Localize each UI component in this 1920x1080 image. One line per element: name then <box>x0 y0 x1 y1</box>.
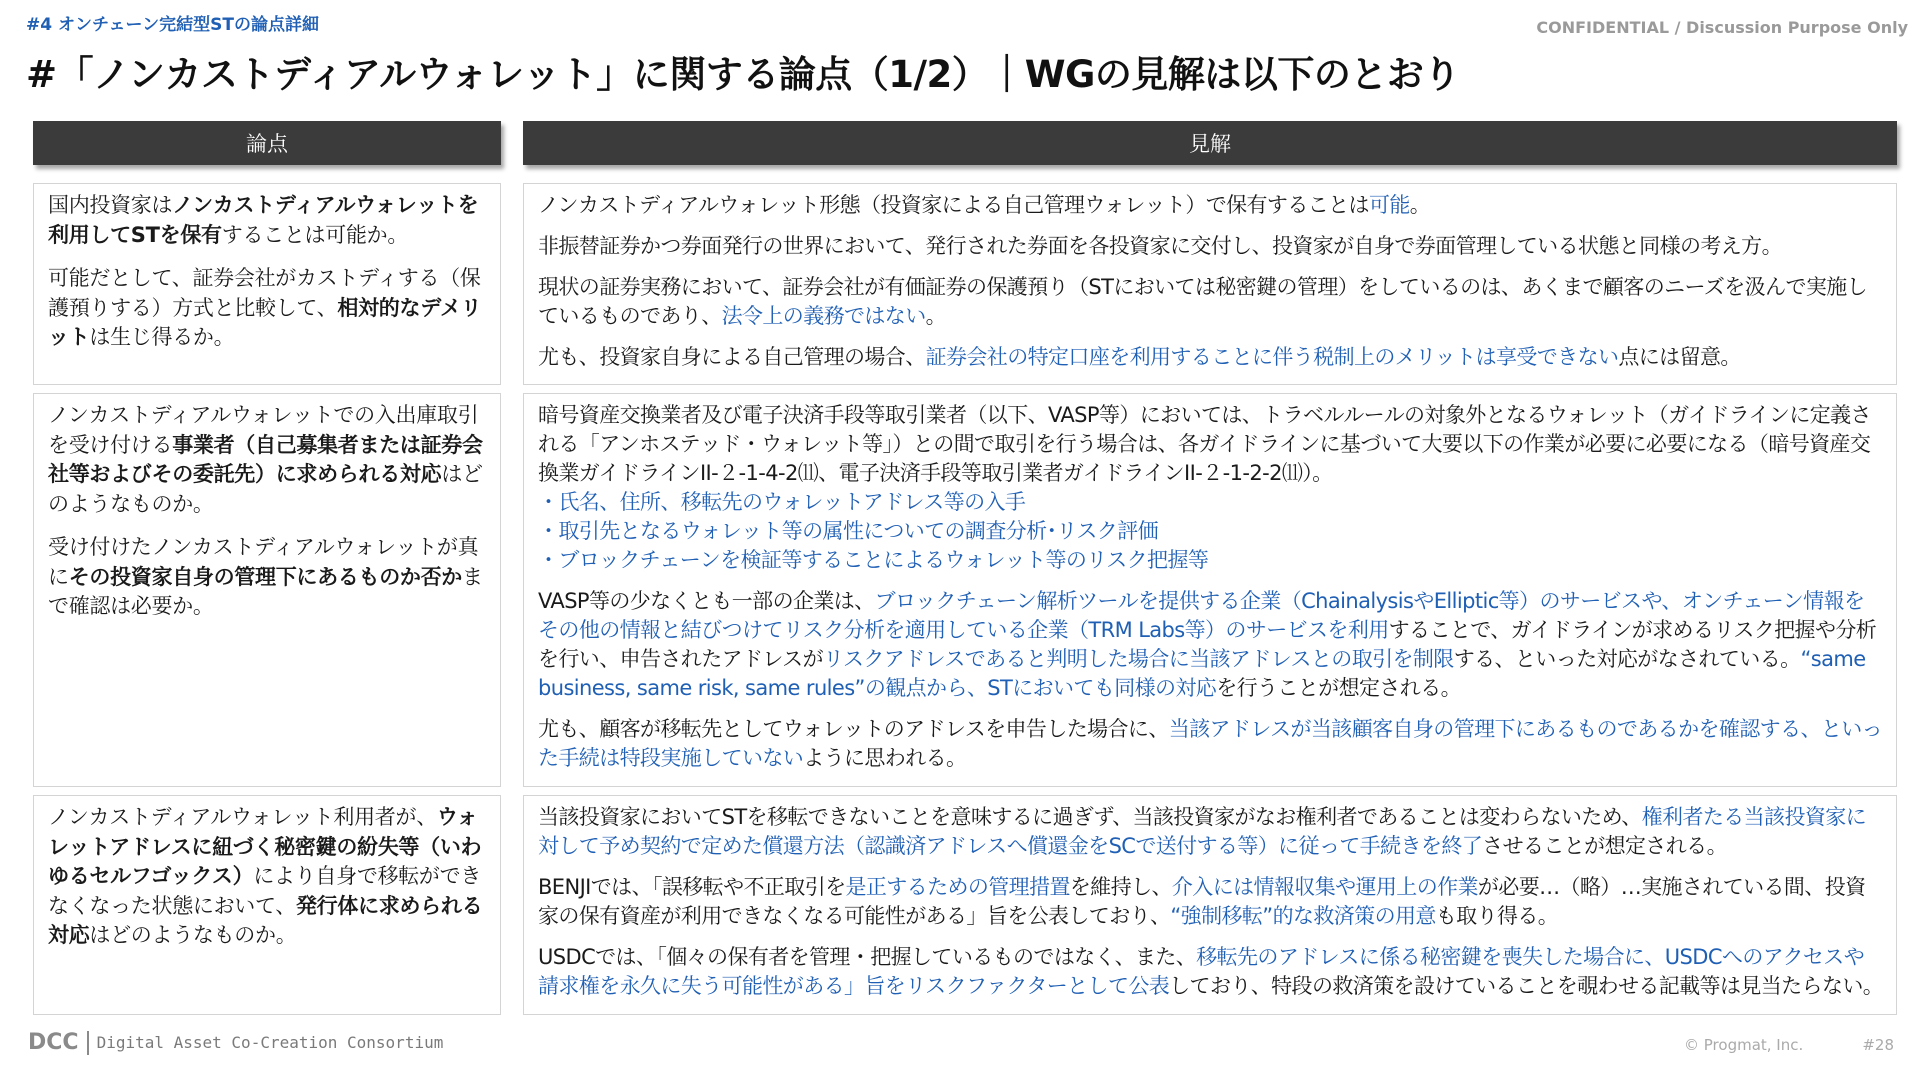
logo-divider <box>87 1031 89 1055</box>
highlighted-text: “強制移転”的な救済策の用意 <box>1170 904 1436 928</box>
highlighted-text: 介入には情報収集や運用上の作業 <box>1171 875 1478 899</box>
paragraph <box>538 715 1884 773</box>
paragraph <box>538 273 1884 331</box>
text-segment: は生じ得るか。 <box>89 325 235 349</box>
text-segment: により自身で移転ができなくなった状態において、 <box>48 864 482 918</box>
bullet-item: ・ブロックチェーンを検証等することによるウォレット等のリスク把握等 <box>538 548 1209 572</box>
view-cell-2 <box>523 393 1897 787</box>
paragraph <box>538 343 1884 372</box>
text-segment: 尤も、投資家自身による自己管理の場合、 <box>538 345 926 369</box>
text-segment: ノンカストディアルウォレットでの入出庫取引を受け付ける <box>48 403 479 457</box>
text-segment: 国内投資家は <box>48 193 173 217</box>
highlighted-text: “same business, same risk, same rules”の観点から、STにおいても同様の対応 <box>538 647 1866 700</box>
bullet-item: ・取引先となるウォレット等の属性についての調査分析･リスク評価 <box>538 519 1159 543</box>
confidential-label: CONFIDENTIAL / Discussion Purpose Only <box>1536 18 1908 37</box>
highlighted-text: 権利者たる当該投資家に対して予め契約で定めた償還方法（認識済アドレスへ償還金をSCで送付する等）に従って手続きを終了 <box>538 805 1867 858</box>
text-segment: 非振替証券かつ券面発行の世界において、発行された券面を各投資家に交付し、投資家が自身で券面管理している状態と同様の考え方。 <box>538 234 1782 258</box>
paragraph <box>48 803 486 951</box>
bold-text: 発行体に求められる対応 <box>48 893 483 947</box>
dcc-logo-mark: DCC <box>28 1030 79 1055</box>
footer-logo <box>28 1030 443 1055</box>
issue-cell-1 <box>33 183 501 385</box>
highlighted-text: 当該アドレスが当該顧客自身の管理下にあるものであるかを確認する、といった手続は特段実施していない <box>538 717 1883 770</box>
text-segment: 尤も、顧客が移転先としてウォレットのアドレスを申告した場合に、 <box>538 717 1169 741</box>
paragraph <box>48 191 486 250</box>
paragraph <box>538 232 1884 261</box>
highlighted-text: 移転先のアドレスに係る秘密鍵を喪失した場合に、USDCへのアクセスや請求権を永久に失う可能性がある」旨をリスクファクターとして公表 <box>538 945 1865 998</box>
text-segment: 暗号資産交換業者及び電子決済手段等取引業者（以下、VASP等）においては、トラベルルールの対象外となるウォレット（ガイドラインに定義される「アンホステッド・ウォレット等」）との間で取引を行う場合は、各ガイドラインに基づいて大要以下の作業が必要に必要になる（暗号資産交換業ガイドラインII-２-1-4-2⑾、電子決済手段等取引業者ガイドラインII-２-1-2-2⑾）。 <box>538 403 1871 485</box>
text-segment: はどのようなものか。 <box>48 462 483 516</box>
page-title: #「ノンカストディアルウォレット」に関する論点（1/2）｜WGの見解は以下のとおり <box>26 53 1460 96</box>
issue-cell-3 <box>33 795 501 1015</box>
bold-text: その投資家自身の管理下にあるものか否か <box>68 564 463 589</box>
text-segment: することで、ガイドラインが求めるリスク把握や分析を行い、申告されたアドレスが <box>538 618 1877 671</box>
paragraph <box>48 264 486 353</box>
text-segment: VASP等の少なくとも一部の企業は、 <box>538 589 875 613</box>
view-cell-1 <box>523 183 1897 385</box>
text-segment: することは可能か。 <box>221 222 409 247</box>
copyright: © Progmat, Inc. <box>1684 1036 1804 1054</box>
column-header-view: 見解 <box>523 121 1897 165</box>
paragraph <box>538 873 1884 931</box>
view-cell-3 <box>523 795 1897 1015</box>
view-body <box>538 587 1884 773</box>
paragraph <box>48 401 486 519</box>
text-segment: させることが想定される。 <box>1482 834 1727 858</box>
text-segment: を行うことが想定される。 <box>1216 676 1462 700</box>
paragraph <box>538 943 1884 1001</box>
paragraph <box>538 803 1884 861</box>
highlighted-text: リスクアドレスであると判明した場合に当該アドレスとの取引を制限 <box>822 647 1454 671</box>
view-intro <box>538 401 1884 488</box>
text-segment: 受け付けたノンカストディアルウォレットが真に <box>48 535 479 589</box>
text-segment: まで確認は必要か。 <box>48 564 483 618</box>
text-segment: しており、特段の救済策を設けていることを覗わせる記載等は見当たらない。 <box>1169 974 1884 998</box>
bold-text: ノンカストディアルウォレットを利用してSTを保有 <box>48 193 479 247</box>
text-segment: 当該投資家においてSTを移転できないことを意味するに過ぎず、当該投資家がなお権利者であることは変わらないため、 <box>538 805 1642 829</box>
highlighted-text: 可能 <box>1368 193 1410 217</box>
text-segment: 点には留意。 <box>1618 345 1741 369</box>
text-segment: 。 <box>925 304 947 328</box>
text-segment: USDCでは、「個々の保有者を管理・把握しているものではなく、また、 <box>538 945 1197 969</box>
highlighted-text: 法令上の義務ではない <box>721 304 926 328</box>
text-segment: BENJIでは、「誤移転や不正取引を <box>538 875 846 899</box>
text-segment: を維持し、 <box>1069 875 1172 899</box>
text-segment: ように思われる。 <box>803 746 967 770</box>
bold-text: 相対的なデメリット <box>48 295 482 349</box>
text-segment: ノンカストディアルウォレット形態（投資家による自己管理ウォレット）で保有することは <box>538 193 1369 217</box>
text-segment: が必要…（略）…実施されている間、投資家の保有資産が利用できなくなる可能性がある」旨を公表しており、 <box>538 875 1866 928</box>
highlighted-text: 証券会社の特定口座を利用することに伴う税制上のメリットは享受できない <box>925 345 1619 369</box>
paragraph <box>538 191 1884 220</box>
paragraph <box>538 587 1884 703</box>
paragraph <box>48 533 486 622</box>
text-segment: 現状の証券実務において、証券会社が有価証券の保護預り（STにおいては秘密鍵の管理）をしているのは、あくまで顧客のニーズを汲んで実施しているものであり、 <box>538 275 1868 328</box>
text-segment: はどのようなものか。 <box>89 923 297 947</box>
text-segment: 。 <box>1409 193 1431 217</box>
text-segment: 可能だとして、証券会社がカストディする（保護預りする）方式と比較して、 <box>48 266 481 320</box>
text-segment: も取り得る。 <box>1435 904 1559 928</box>
bullet-item: ・氏名、住所、移転先のウォレットアドレス等の入手 <box>538 490 1026 514</box>
bold-text: 事業者（自己募集者または証券会社等およびその委託先）に求められる対応 <box>48 432 483 486</box>
text-segment: する、といった対応がなされている。 <box>1453 647 1801 671</box>
bold-text: ウォレットアドレスに紐づく秘密鍵の紛失等（いわゆるセルフゴックス） <box>48 805 482 888</box>
page-number: #28 <box>1862 1036 1894 1054</box>
paragraph <box>538 401 1884 488</box>
text-segment: ノンカストディアルウォレット利用者が、 <box>48 805 437 829</box>
highlighted-text: 是正するための管理措置 <box>845 875 1070 899</box>
highlighted-text: ブロックチェーン解析ツールを提供する企業（ChainalysisやElliptic等）のサービスや、オンチェーン情報をその他の情報と結びつけてリスク分析を適用している企業（TRM Labs等）のサービスを利用 <box>538 589 1865 642</box>
section-tag: #4 オンチェーン完結型STの論点詳細 <box>26 15 319 35</box>
column-header-issue: 論点 <box>33 121 501 165</box>
requirement-bullets <box>538 488 1884 575</box>
consortium-name: Digital Asset Co-Creation Consortium <box>96 1033 444 1052</box>
issue-cell-2 <box>33 393 501 787</box>
